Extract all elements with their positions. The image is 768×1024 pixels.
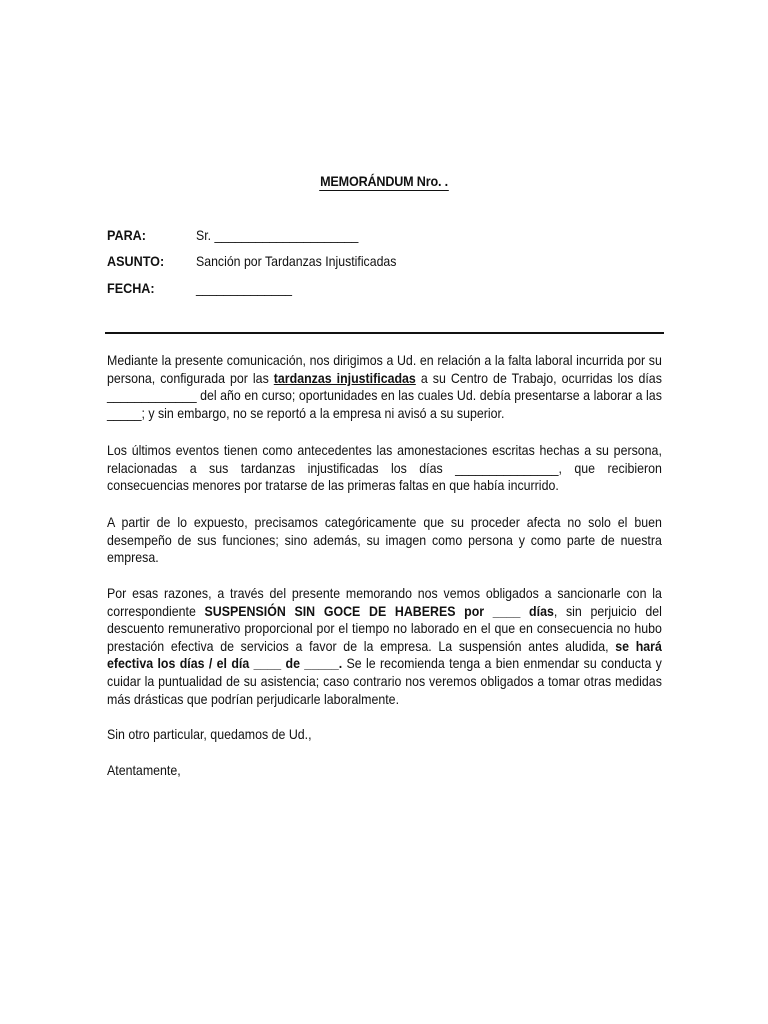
- tardanzas-emphasis: tardanzas injustificadas: [273, 369, 416, 386]
- suspension-emphasis: SUSPENSIÓN SIN GOCE DE HABERES por ____ días: [204, 602, 554, 619]
- memo-title-text: MEMORÁNDUM Nro. .: [320, 173, 448, 189]
- paragraph-2-text: Los últimos eventos tienen como antecedentes las amonestaciones escritas hechas a su persona, relacionadas a sus tardanzas injustificadas los días _______________, que recibieron consecuencias menores por tratarse de las primeras faltas en que había incurrido.: [107, 442, 662, 494]
- fecha-value: ______________: [196, 280, 292, 296]
- paragraph-3: [107, 514, 662, 567]
- paragraph-1-text-c: a su Centro de Trabajo, ocurridas los días _____________ del año en curso; oportunidades en las cuales Ud. debía presentarse a laborar a las _____; y sin embargo, no se reportó a la empresa ni avisó a su superior.: [107, 369, 662, 421]
- header-divider: [105, 332, 664, 334]
- paragraph-3-text: A partir de lo expuesto, precisamos categóricamente que su proceder afecta no solo el buen desempeño de sus funciones; sino además, su imagen como persona y como parte de nuestra empresa.: [107, 514, 662, 566]
- paragraph-4-text-c: , sin perjuicio del descuento remunerativo proporcional por el tiempo no laborado en el que en consecuencia no hubo prestación efectiva de servicios a favor de la empresa. La suspensión antes aludida,: [107, 602, 662, 654]
- paragraph-4-text-a: Por esas razones, a través del presente memorando nos vemos obligados a sancionarle con la correspondiente: [107, 585, 662, 619]
- closing-text: Sin otro particular, quedamos de Ud.,: [107, 726, 312, 742]
- asunto-label: ASUNTO:: [107, 253, 165, 269]
- paragraph-4-text-e: Se le recomienda tenga a bien enmendar su conducta y cuidar la puntualidad de su asistencia; caso contrario nos veremos obligados a tomar otras medidas más drásticas que podrían perjudicarle laboralmente.: [107, 655, 662, 707]
- asunto-value: Sanción por Tardanzas Injustificadas: [196, 253, 397, 269]
- memo-title: [0, 173, 768, 191]
- closing-line: [107, 726, 662, 744]
- effective-dates-emphasis: se hará efectiva los días / el día ____ de _____.: [107, 637, 662, 672]
- para-value: Sr. _____________________: [196, 227, 359, 243]
- fecha-label: FECHA:: [107, 280, 155, 296]
- paragraph-4: [107, 585, 662, 708]
- signoff-text: Atentamente,: [107, 762, 181, 778]
- paragraph-1-text-a: Mediante la presente comunicación, nos dirigimos a Ud. en relación a la falta laboral incurrida por su persona, configurada por las: [107, 352, 662, 386]
- signoff: [107, 762, 662, 780]
- para-label: PARA:: [107, 227, 146, 243]
- paragraph-1: [107, 352, 662, 422]
- paragraph-2: [107, 442, 662, 495]
